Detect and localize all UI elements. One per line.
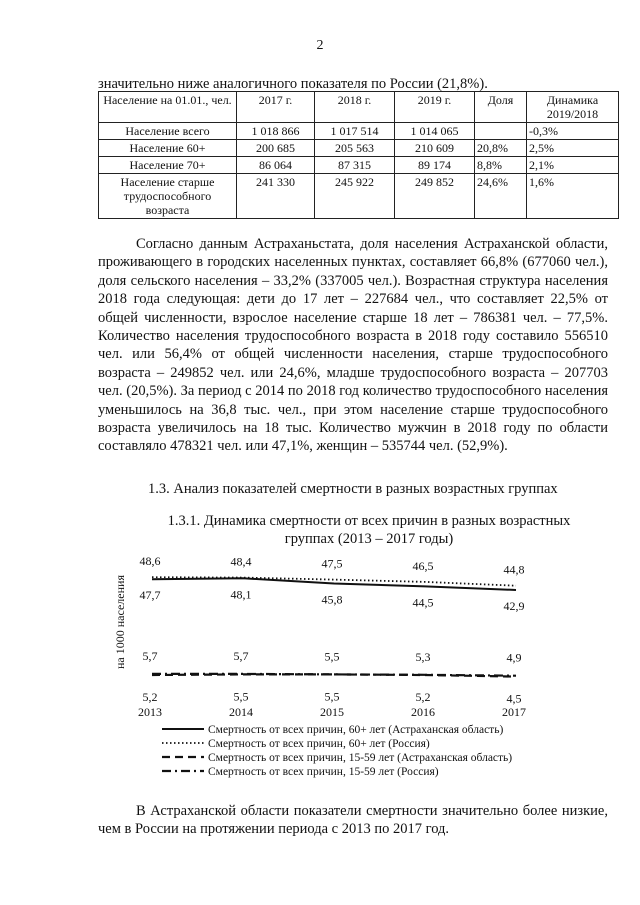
table-cell: 86 064: [237, 157, 315, 174]
data-label: 5,2: [415, 690, 431, 704]
table-row: [99, 140, 619, 157]
data-label: 42,9: [503, 599, 525, 613]
table-header-row: [99, 92, 619, 123]
table-cell: [475, 123, 527, 140]
table-header-cell: 2018 г.: [315, 92, 395, 123]
table-header-cell: 2017 г.: [237, 92, 315, 123]
data-label: 5,7: [233, 648, 249, 663]
legend-entry: Смертность от всех причин, 60+ лет (Россия): [208, 738, 430, 750]
body-paragraph: Согласно данным Астраханьстата, доля населения Астраханской области, проживающего в городских населенных пунктах, составляет 66,8% (677060 чел.), доля сельского населения – 33,2% (337005 чел.). Возрастная структура населения 2018 года следующая: дети до 17 лет – 227684 чел., что составляет 22,5% от общей численности, взрослое население старше 18 лет – 786381 чел. – 77,5%. Количество населения трудоспособного возраста в 2018 году составило 556510 чел. или 56,4% от общей численности населения, старше трудоспособного возраста – 249852 чел. или 24,6%, младше трудоспособного возраста – 207703 чел. (20,5%). За период с 2014 по 2018 год количество трудоспособного населения уменьшилось на 36,8 тыс. чел., при этом население старше трудоспособного возраста увеличилось на 18 тыс. Количество мужчин в 2018 году по области составляло 478321 чел. или 47,1%, женщин – 535744 чел. (52,9%).: [98, 236, 608, 455]
x-tick-label: 2015: [320, 705, 344, 719]
table-cell: 1 017 514: [315, 123, 395, 140]
table-header-cell: Доля: [475, 92, 527, 123]
table-cell: 8,8%: [475, 157, 527, 174]
population-table: [98, 91, 619, 219]
data-label: 46,5: [412, 558, 434, 573]
data-label: 45,8: [321, 592, 343, 607]
table-header-cell: Динамика 2019/2018: [527, 92, 619, 123]
table-cell: Население 60+: [99, 140, 237, 157]
data-label: 5,5: [324, 689, 340, 704]
table-cell: Население 70+: [99, 157, 237, 174]
data-label: 5,5: [324, 649, 340, 664]
table-cell: 245 922: [315, 174, 395, 219]
data-label: 48,6: [139, 554, 161, 569]
data-label: 5,3: [415, 649, 431, 664]
data-label: 4,9: [506, 650, 522, 665]
data-label: 44,5: [412, 595, 434, 610]
data-label: 44,8: [503, 562, 525, 577]
section-title: 1.3. Анализ показателей смертности в разных возрастных группах: [148, 481, 558, 497]
data-label: 5,2: [142, 690, 158, 704]
table-cell: 241 330: [237, 174, 315, 219]
x-tick-label: 2014: [229, 705, 253, 719]
table-cell: 210 609: [395, 140, 475, 157]
table-cell: 1 018 866: [237, 123, 315, 140]
chart-title: 1.3.1. Динамика смертности от всех причин в разных возрастных группах (2013 – 2017 годы): [167, 513, 571, 547]
intro-line: значительно ниже аналогичного показателя по России (21,8%).: [98, 76, 488, 92]
table-cell: 205 563: [315, 140, 395, 157]
x-tick-label: 2016: [411, 705, 435, 719]
table-cell: 1 014 065: [395, 123, 475, 140]
table-header-cell: Население на 01.01., чел.: [99, 92, 237, 123]
x-tick-label: 2017: [502, 705, 526, 719]
table-cell: Население всего: [99, 123, 237, 140]
table-cell: 24,6%: [475, 174, 527, 219]
conclusion-paragraph: В Астраханской области показатели смертности значительно более низкие, чем в России на протяжении периода с 2013 по 2017 год.: [98, 803, 608, 838]
x-tick-label: 2013: [138, 705, 162, 719]
table-header-cell: 2019 г.: [395, 92, 475, 123]
table-row: [99, 174, 619, 219]
table-row: [99, 157, 619, 174]
data-label: 48,4: [230, 554, 252, 569]
data-label: 47,7: [139, 588, 161, 603]
table-cell: -0,3%: [527, 123, 619, 140]
data-label: 5,7: [142, 648, 158, 663]
table-cell: 89 174: [395, 157, 475, 174]
data-label: 48,1: [230, 587, 252, 602]
series-line-1: [152, 578, 516, 590]
y-axis-label: на 1000 населения: [113, 575, 127, 669]
table-cell: 1,6%: [527, 174, 619, 219]
table-cell: 2,1%: [527, 157, 619, 174]
table-cell: 249 852: [395, 174, 475, 219]
table-cell: Население старше трудоспособного возраста: [99, 174, 237, 219]
legend-entry: Смертность от всех причин, 60+ лет (Астраханская область): [208, 724, 504, 736]
mortality-line-chart: [100, 550, 540, 790]
table-cell: 200 685: [237, 140, 315, 157]
table-cell: 20,8%: [475, 140, 527, 157]
table-cell: 2,5%: [527, 140, 619, 157]
data-label: 4,5: [506, 691, 522, 706]
data-label: 47,5: [321, 556, 343, 571]
table-cell: 87 315: [315, 157, 395, 174]
legend-entry: Смертность от всех причин, 15-59 лет (Астраханская область): [208, 752, 513, 764]
data-label: 5,5: [233, 689, 249, 704]
page-number: 2: [316, 38, 324, 53]
table-row: [99, 123, 619, 140]
legend-entry: Смертность от всех причин, 15-59 лет (Россия): [208, 766, 439, 778]
